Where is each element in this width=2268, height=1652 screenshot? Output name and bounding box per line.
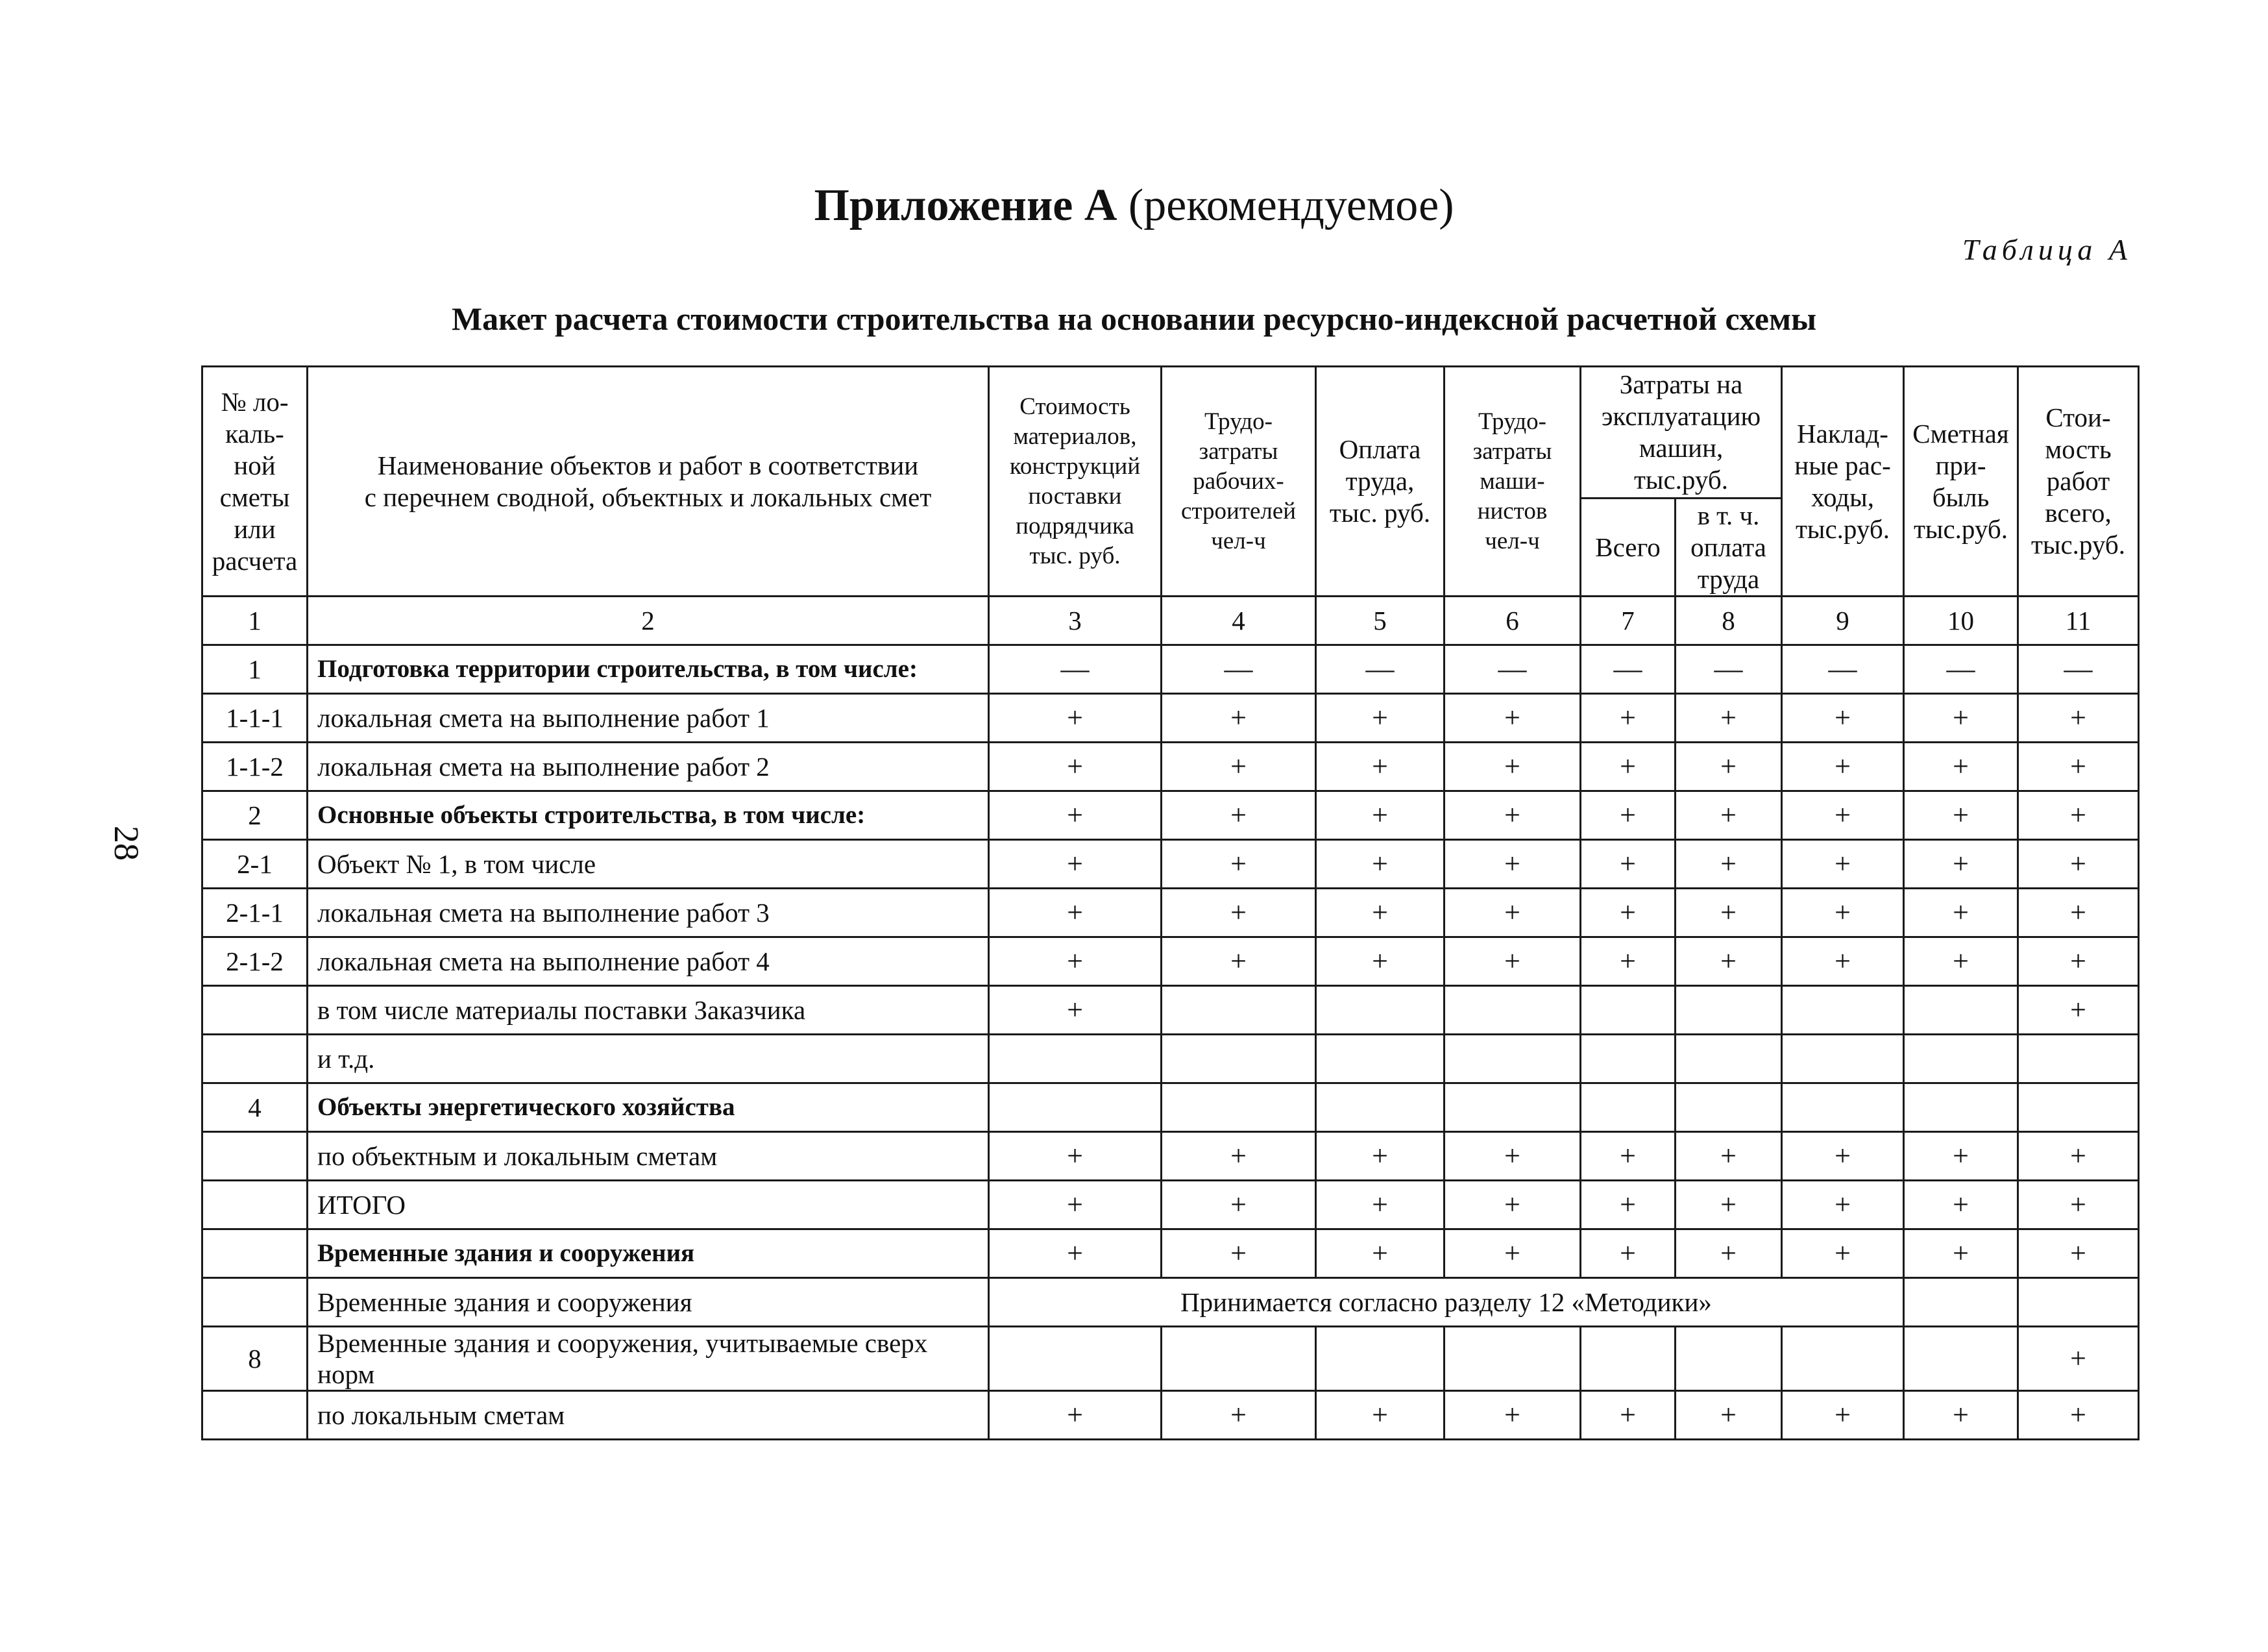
value-cell: + — [1782, 889, 1904, 937]
value-cell — [1676, 1327, 1782, 1391]
value-cell — [1904, 1083, 2018, 1132]
table-row — [202, 1132, 2139, 1181]
value-cell — [1162, 1083, 1316, 1132]
header-col-4: Трудо- затраты рабочих- строителей чел-ч — [1162, 367, 1316, 597]
value-cell: + — [1162, 1391, 1316, 1440]
value-cell: + — [1904, 1229, 2018, 1278]
value-cell — [989, 1327, 1162, 1391]
row-name: по локальным сметам — [308, 1391, 989, 1440]
row-number: 2 — [202, 791, 308, 840]
row-number: 4 — [202, 1083, 308, 1132]
header-col-7: Всего — [1581, 499, 1676, 597]
value-cell: — — [1316, 645, 1445, 694]
column-number: 1 — [202, 597, 308, 645]
table-row — [202, 645, 2139, 694]
table-row — [202, 937, 2139, 986]
value-cell — [989, 1035, 1162, 1083]
table-caption: Макет расчета стоимости строительства на основании ресурсно-индексной расчетной схемы — [451, 301, 1817, 337]
column-number: 10 — [1904, 597, 2018, 645]
table-row — [202, 743, 2139, 791]
value-cell: + — [1676, 1132, 1782, 1181]
value-cell: + — [1581, 937, 1676, 986]
value-cell: + — [1676, 743, 1782, 791]
header-col-2: Наименование объектов и работ в соответствии с перечнем сводной, объектных и локальных смет — [308, 367, 989, 597]
value-cell: + — [1445, 889, 1581, 937]
value-cell: + — [1445, 791, 1581, 840]
value-cell: + — [1676, 1391, 1782, 1440]
value-cell: + — [1782, 840, 1904, 889]
row-number — [202, 1391, 308, 1440]
value-cell — [1904, 986, 2018, 1035]
row-name: и т.д. — [308, 1035, 989, 1083]
page-number: 28 — [107, 826, 146, 861]
value-cell: — — [1904, 645, 2018, 694]
value-cell: + — [2018, 986, 2139, 1035]
value-cell: + — [1904, 791, 2018, 840]
table-row — [202, 694, 2139, 743]
row-number: 8 — [202, 1327, 308, 1391]
value-cell: — — [1676, 645, 1782, 694]
header-col-3: Стоимость материалов, конструкций поставки подрядчика тыс. руб. — [989, 367, 1162, 597]
appendix-title: Приложение А — [814, 180, 1117, 230]
table-row — [202, 1391, 2139, 1440]
value-cell: + — [1316, 889, 1445, 937]
value-cell: + — [1904, 1181, 2018, 1229]
value-cell: + — [1581, 1181, 1676, 1229]
value-cell: + — [1316, 743, 1445, 791]
row-name: Временные здания и сооружения — [308, 1229, 989, 1278]
value-cell: + — [989, 791, 1162, 840]
row-name: Объект № 1, в том числе — [308, 840, 989, 889]
header-col-8: в т. ч. оплата труда — [1676, 499, 1782, 597]
value-cell: + — [989, 986, 1162, 1035]
value-cell — [1676, 1083, 1782, 1132]
row-name: Основные объекты строительства, в том числе: — [308, 791, 989, 840]
value-cell: — — [1445, 645, 1581, 694]
row-number: 2-1-2 — [202, 937, 308, 986]
row-number: 1-1-1 — [202, 694, 308, 743]
row-number — [202, 1181, 308, 1229]
value-cell — [2018, 1278, 2139, 1327]
value-cell: + — [989, 743, 1162, 791]
value-cell — [1445, 1035, 1581, 1083]
row-name: локальная смета на выполнение работ 1 — [308, 694, 989, 743]
value-cell: + — [1316, 791, 1445, 840]
value-cell — [1162, 1327, 1316, 1391]
value-cell: + — [989, 1132, 1162, 1181]
value-cell — [1316, 1083, 1445, 1132]
value-cell: + — [1782, 1391, 1904, 1440]
row-number: 2-1 — [202, 840, 308, 889]
value-cell — [2018, 1083, 2139, 1132]
value-cell: + — [1782, 743, 1904, 791]
value-cell — [1782, 1035, 1904, 1083]
row-number — [202, 986, 308, 1035]
value-cell: + — [1581, 1391, 1676, 1440]
header-col-5: Оплата труда, тыс. руб. — [1316, 367, 1445, 597]
value-cell: + — [1904, 937, 2018, 986]
value-cell: + — [1904, 1132, 2018, 1181]
value-cell: + — [2018, 840, 2139, 889]
value-cell: + — [2018, 1181, 2139, 1229]
value-cell: + — [1581, 694, 1676, 743]
row-name: ИТОГО — [308, 1181, 989, 1229]
value-cell — [2018, 1035, 2139, 1083]
row-number: 1-1-2 — [202, 743, 308, 791]
value-cell: — — [1581, 645, 1676, 694]
value-cell — [1581, 1083, 1676, 1132]
value-cell: + — [1162, 937, 1316, 986]
value-cell: + — [1445, 1229, 1581, 1278]
value-cell — [1445, 1327, 1581, 1391]
value-cell — [1316, 1035, 1445, 1083]
column-number: 6 — [1445, 597, 1581, 645]
table-header — [202, 367, 2139, 645]
value-cell: + — [1316, 694, 1445, 743]
value-cell: + — [1162, 889, 1316, 937]
table-row — [202, 889, 2139, 937]
value-cell: + — [1445, 1181, 1581, 1229]
value-cell: + — [2018, 1132, 2139, 1181]
value-cell: + — [989, 1229, 1162, 1278]
value-cell: + — [989, 694, 1162, 743]
value-cell: + — [1904, 694, 2018, 743]
value-cell: + — [1782, 791, 1904, 840]
value-cell: — — [2018, 645, 2139, 694]
value-cell: + — [1316, 840, 1445, 889]
value-cell: + — [989, 1391, 1162, 1440]
table-row — [202, 1181, 2139, 1229]
value-cell: — — [989, 645, 1162, 694]
value-cell — [1904, 1035, 2018, 1083]
column-number: 11 — [2018, 597, 2139, 645]
column-number: 9 — [1782, 597, 1904, 645]
column-number: 5 — [1316, 597, 1445, 645]
value-cell: + — [1782, 937, 1904, 986]
value-cell: + — [1445, 1391, 1581, 1440]
column-number: 2 — [308, 597, 989, 645]
value-cell: + — [1445, 1132, 1581, 1181]
value-cell: + — [1676, 840, 1782, 889]
row-name: локальная смета на выполнение работ 2 — [308, 743, 989, 791]
value-cell: + — [1676, 791, 1782, 840]
column-number: 4 — [1162, 597, 1316, 645]
value-cell: + — [1904, 889, 2018, 937]
value-cell — [989, 1083, 1162, 1132]
value-cell: + — [1162, 1181, 1316, 1229]
value-cell: + — [1676, 1229, 1782, 1278]
row-name: по объектным и локальным сметам — [308, 1132, 989, 1181]
page-title — [0, 177, 2268, 235]
value-cell — [1445, 986, 1581, 1035]
value-cell: + — [1316, 1132, 1445, 1181]
table-row — [202, 1035, 2139, 1083]
table-body — [202, 645, 2139, 1440]
value-cell: + — [1162, 840, 1316, 889]
value-cell: + — [1316, 1181, 1445, 1229]
value-cell: + — [1904, 743, 2018, 791]
value-cell — [1581, 1327, 1676, 1391]
value-cell: + — [2018, 743, 2139, 791]
merged-note-cell: Принимается согласно разделу 12 «Методики» — [989, 1278, 1904, 1327]
value-cell: + — [2018, 1327, 2139, 1391]
value-cell: + — [989, 840, 1162, 889]
value-cell — [1782, 1083, 1904, 1132]
value-cell — [1162, 1035, 1316, 1083]
value-cell: + — [1904, 1391, 2018, 1440]
value-cell: + — [1782, 1132, 1904, 1181]
row-name: в том числе материалы поставки Заказчика — [308, 986, 989, 1035]
table-row — [202, 1278, 2139, 1327]
row-name: локальная смета на выполнение работ 4 — [308, 937, 989, 986]
header-col-11: Стои- мость работ всего, тыс.руб. — [2018, 367, 2139, 597]
value-cell — [1904, 1327, 2018, 1391]
value-cell: + — [1782, 1181, 1904, 1229]
value-cell: + — [1316, 1391, 1445, 1440]
appendix-subtitle: (рекомендуемое) — [1117, 180, 1454, 230]
value-cell: + — [1676, 694, 1782, 743]
value-cell: + — [1904, 840, 2018, 889]
value-cell: + — [2018, 694, 2139, 743]
value-cell: + — [1581, 889, 1676, 937]
table-row — [202, 1229, 2139, 1278]
column-number: 3 — [989, 597, 1162, 645]
value-cell: — — [1782, 645, 1904, 694]
column-number: 7 — [1581, 597, 1676, 645]
row-number — [202, 1132, 308, 1181]
value-cell: + — [1676, 937, 1782, 986]
value-cell: + — [2018, 1229, 2139, 1278]
value-cell: + — [1581, 743, 1676, 791]
table-row — [202, 1083, 2139, 1132]
table-row — [202, 1327, 2139, 1391]
value-cell: + — [1316, 1229, 1445, 1278]
value-cell: + — [1316, 937, 1445, 986]
table-row — [202, 840, 2139, 889]
value-cell — [1782, 1327, 1904, 1391]
value-cell — [1445, 1083, 1581, 1132]
value-cell: + — [2018, 889, 2139, 937]
value-cell: + — [2018, 1391, 2139, 1440]
value-cell — [1162, 986, 1316, 1035]
header-col-10: Сметная при- быль тыс.руб. — [1904, 367, 2018, 597]
value-cell — [1316, 1327, 1445, 1391]
value-cell: + — [1676, 1181, 1782, 1229]
value-cell: + — [2018, 937, 2139, 986]
row-name: Временные здания и сооружения — [308, 1278, 989, 1327]
row-name: Подготовка территории строительства, в том числе: — [308, 645, 989, 694]
value-cell: + — [989, 1181, 1162, 1229]
value-cell: + — [1445, 937, 1581, 986]
row-number — [202, 1035, 308, 1083]
value-cell: + — [1445, 694, 1581, 743]
value-cell: — — [1162, 645, 1316, 694]
table-label: Таблица А — [1962, 233, 2132, 266]
value-cell — [1676, 1035, 1782, 1083]
row-name: Объекты энергетического хозяйства — [308, 1083, 989, 1132]
value-cell: + — [1162, 1229, 1316, 1278]
row-number: 2-1-1 — [202, 889, 308, 937]
value-cell — [1316, 986, 1445, 1035]
value-cell: + — [1581, 791, 1676, 840]
column-numbers-row — [202, 597, 2139, 645]
cost-table — [201, 365, 2140, 1440]
header-col-7-8-group: Затраты на эксплуатацию машин, тыс.руб. — [1581, 367, 1782, 499]
value-cell: + — [1162, 694, 1316, 743]
value-cell: + — [1581, 1229, 1676, 1278]
value-cell — [1581, 986, 1676, 1035]
value-cell: + — [1782, 694, 1904, 743]
value-cell: + — [2018, 791, 2139, 840]
value-cell: + — [1162, 743, 1316, 791]
header-col-6: Трудо- затраты маши- нистов чел-ч — [1445, 367, 1581, 597]
value-cell: + — [989, 889, 1162, 937]
table-row — [202, 986, 2139, 1035]
value-cell: + — [1445, 840, 1581, 889]
value-cell: + — [1445, 743, 1581, 791]
row-number — [202, 1278, 308, 1327]
value-cell: + — [1581, 840, 1676, 889]
row-number — [202, 1229, 308, 1278]
value-cell — [1581, 1035, 1676, 1083]
table-row — [202, 791, 2139, 840]
value-cell: + — [1162, 791, 1316, 840]
column-number: 8 — [1676, 597, 1782, 645]
value-cell: + — [1581, 1132, 1676, 1181]
row-name: Временные здания и сооружения, учитываемые сверх норм — [308, 1327, 989, 1391]
value-cell — [1782, 986, 1904, 1035]
value-cell: + — [1162, 1132, 1316, 1181]
header-col-1: № ло- каль- ной сметы или расчета — [202, 367, 308, 597]
row-number: 1 — [202, 645, 308, 694]
header-col-9: Наклад- ные рас- ходы, тыс.руб. — [1782, 367, 1904, 597]
value-cell — [1904, 1278, 2018, 1327]
value-cell: + — [1782, 1229, 1904, 1278]
row-name: локальная смета на выполнение работ 3 — [308, 889, 989, 937]
value-cell: + — [1676, 889, 1782, 937]
value-cell: + — [989, 937, 1162, 986]
value-cell — [1676, 986, 1782, 1035]
